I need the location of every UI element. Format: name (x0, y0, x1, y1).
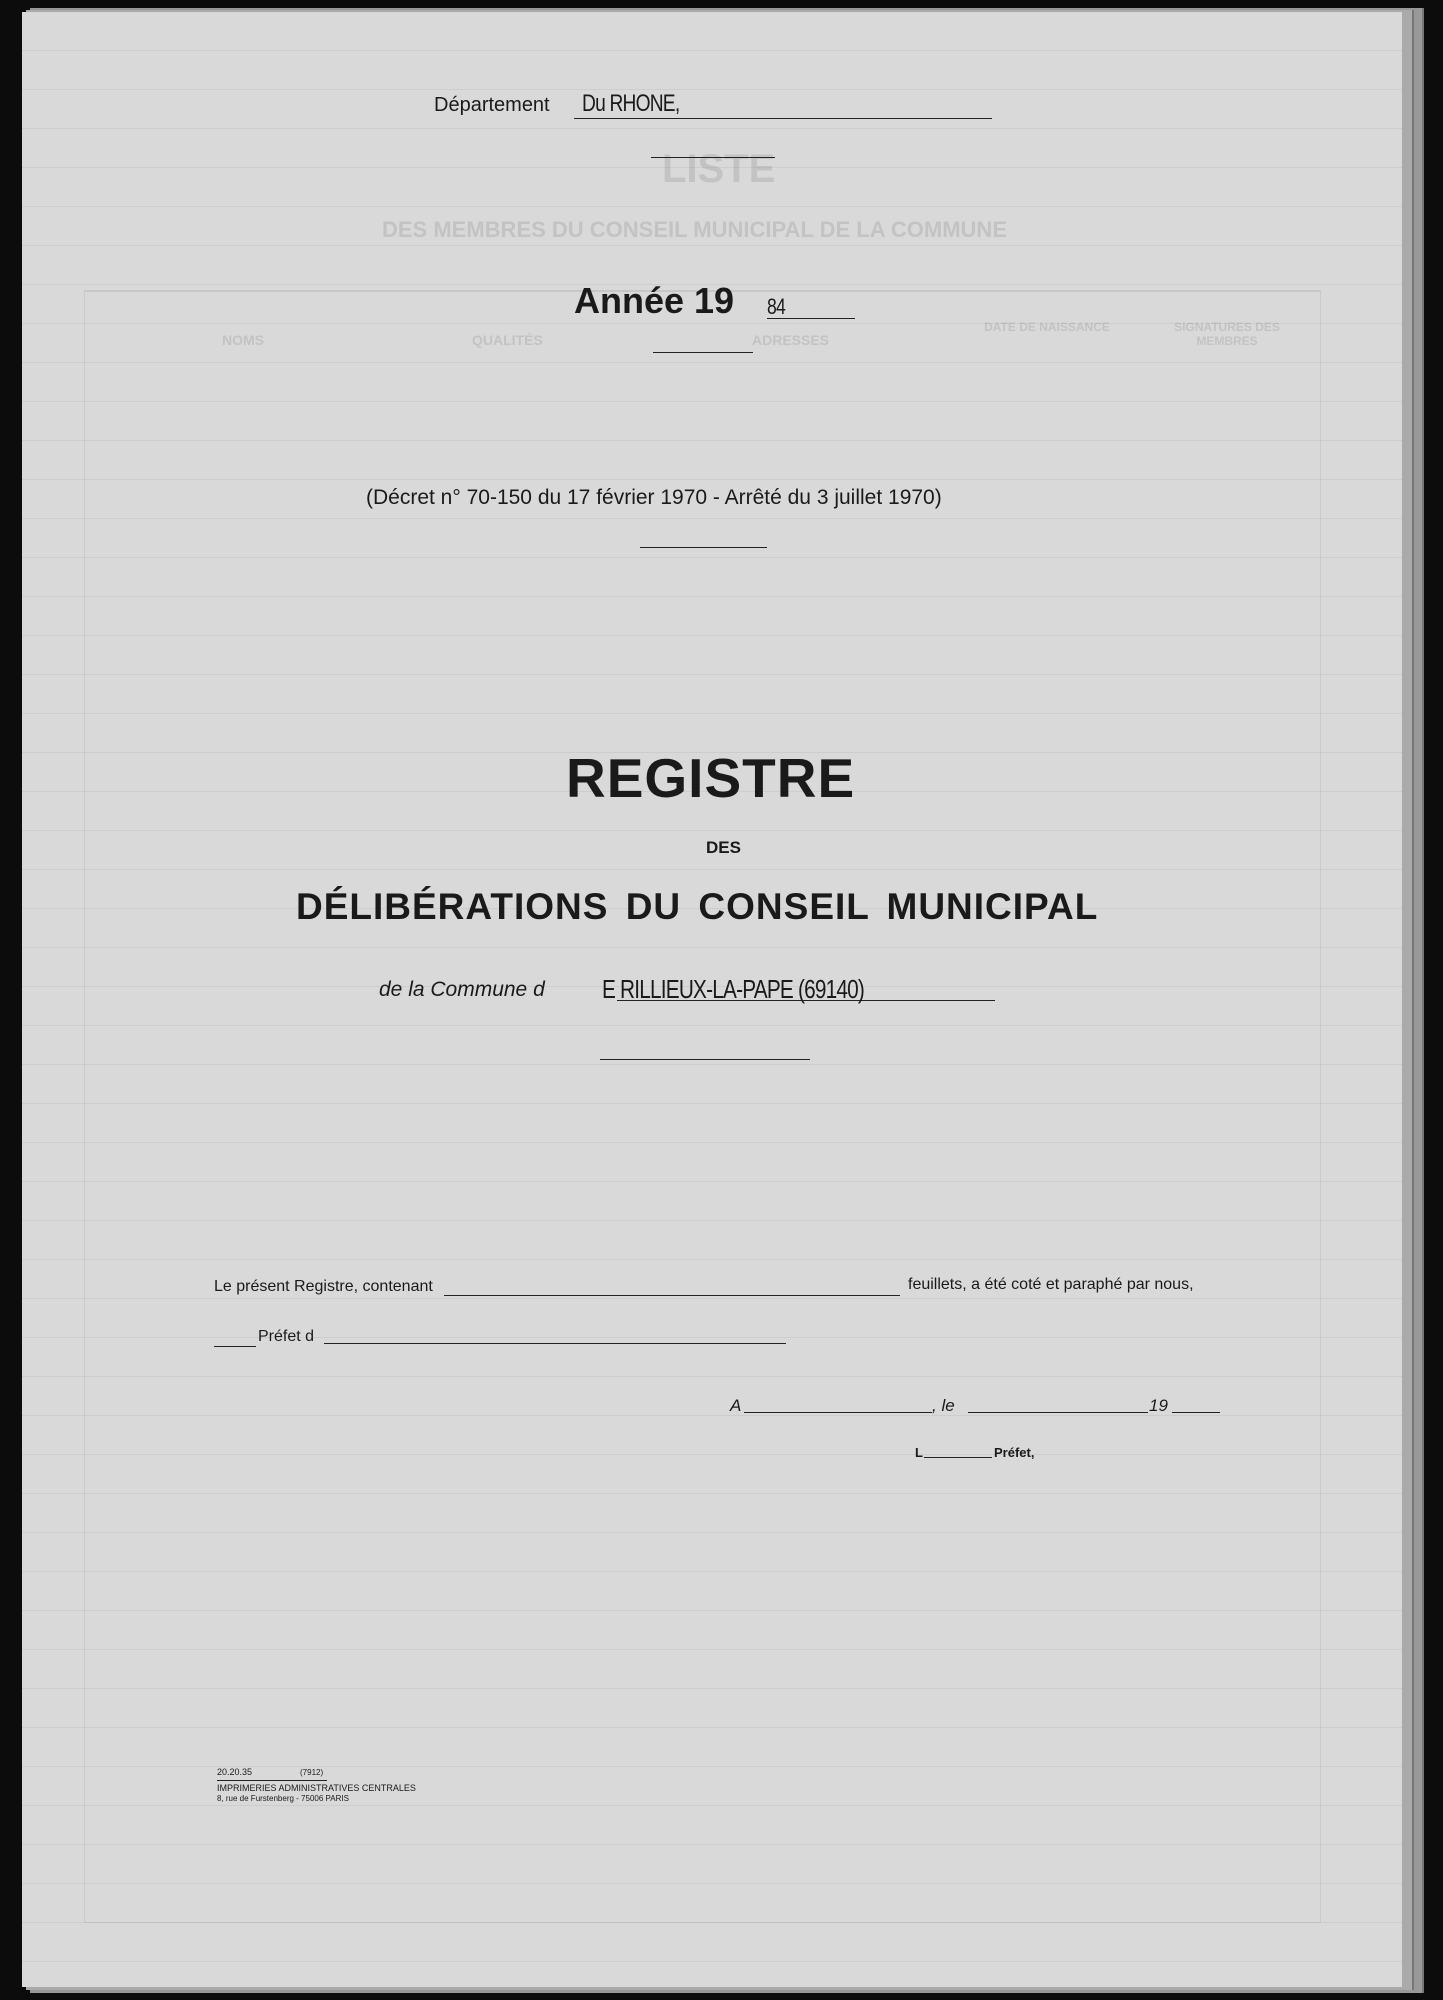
commune-value (602, 974, 930, 1005)
year-label: 19 (1149, 1396, 1168, 1415)
signature-field-line (924, 1457, 992, 1458)
prefet-prefix-line (214, 1346, 256, 1347)
ghost-col-1: NOMS (222, 332, 264, 348)
departement-value (582, 90, 704, 118)
prefecture-field-line (324, 1343, 786, 1344)
ghost-title: LISTE (662, 147, 776, 191)
departement-label: Département (434, 94, 550, 116)
certification-line1-start: Le présent Registre, contenant (214, 1278, 433, 1295)
place-field-line (744, 1412, 932, 1413)
commune-label: de la Commune d (379, 978, 545, 1001)
annee-label: Année 19 (574, 280, 735, 321)
imprint-ref: (7912) (300, 1768, 324, 1777)
document-subtitle: DÉLIBÉRATIONS DU CONSEIL MUNICIPAL (296, 886, 1099, 927)
certification-line1-end: feuillets, a été coté et paraphé par nous, (908, 1276, 1194, 1293)
imprint-printer: IMPRIMERIES ADMINISTRATIVES CENTRALES (217, 1783, 416, 1793)
ghost-col-2: QUALITÉS (472, 332, 543, 348)
place-label: A (730, 1396, 742, 1415)
imprint-rule (217, 1780, 327, 1781)
register-cover-page (22, 12, 1402, 1987)
signature-prefix: L (915, 1445, 923, 1460)
annee-field-line (767, 318, 855, 319)
divider (640, 547, 767, 548)
divider (651, 157, 775, 158)
signature-suffix: Préfet, (994, 1445, 1035, 1460)
departement-value-text: Du RHONE, (582, 90, 680, 117)
ghost-col-3: ADRESSES (752, 332, 830, 348)
year-field-line (1172, 1412, 1220, 1413)
date-field-line (968, 1412, 1148, 1413)
departement-field-line (574, 118, 992, 119)
ghost-col-4: DATE DE NAISSANCE (984, 320, 1110, 334)
date-label: , le (932, 1396, 955, 1415)
sheet-count-field-line (444, 1295, 900, 1296)
document-title: REGISTRE (566, 747, 856, 809)
decree-reference: (Décret n° 70-150 du 17 février 1970 - Arrêté du 3 juillet 1970) (366, 486, 942, 509)
ghost-col-5: SIGNATURES DES MEMBRES (1174, 320, 1280, 348)
imprint-address: 8, rue de Furstenberg - 75006 PARIS (217, 1794, 349, 1803)
annee-value-text: 84 (767, 294, 785, 319)
annee-value (767, 294, 789, 320)
imprint-code: 20.20.35 (217, 1767, 253, 1777)
certification-line2: Préfet d (258, 1328, 315, 1345)
ghost-table (84, 290, 1321, 1923)
divider (653, 352, 753, 353)
commune-value-text: E RILLIEUX-LA-PAPE (69140) (602, 974, 865, 1004)
ghost-subtitle: DES MEMBRES DU CONSEIL MUNICIPAL DE LA COMMUNE (382, 217, 1007, 242)
title-connector: DES (706, 838, 741, 857)
divider (600, 1059, 810, 1060)
